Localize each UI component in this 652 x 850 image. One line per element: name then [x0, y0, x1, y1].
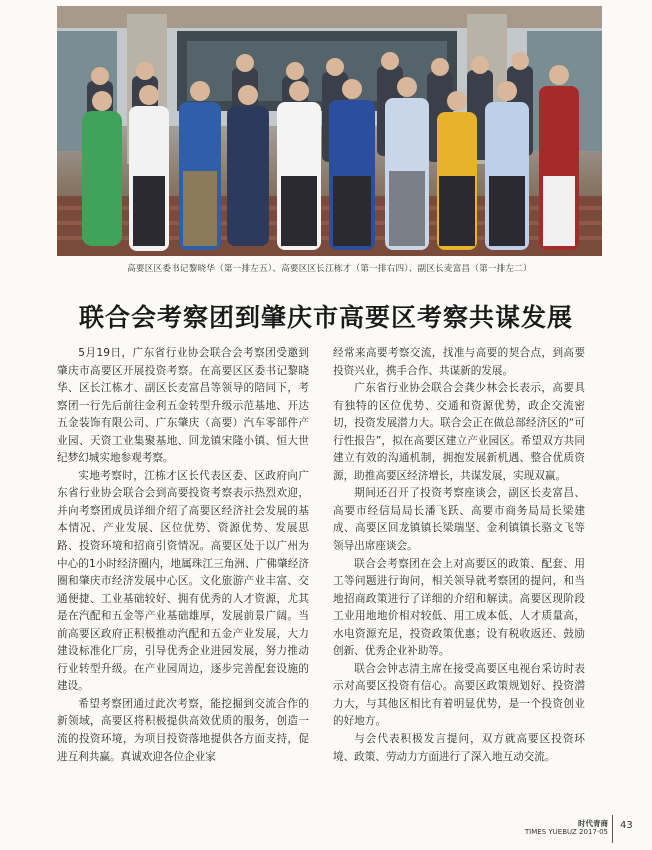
footer-divider [612, 815, 613, 843]
paragraph: 联合会钟志清主席在接受高要区电视台采访时表示对高要区投资有信心。高要区政策规划好、投资潜力大，与其他区相比有着明显优势，是一个投资创业的好地方。 [333, 662, 585, 728]
group-photo [57, 6, 602, 256]
paragraph: 联合会考察团在会上对高要区的政策、配套、用工等问题进行询问，相关领导就考察团的提问，和当地招商政策进行了详细的介绍和解读。高要区现阶段工业用地地价相对较低、用工成本低、人才质量高，水电资源充足，投资政策优惠；设有税收返还、鼓励创新、优秀企业补助等。 [333, 557, 585, 658]
photo-caption: 高要区区委书记黎晓华（第一排左五）、高要区区长江栋才（第一排右四）、副区长麦富昌（第一排左二） [127, 264, 532, 274]
paragraph: 希望考察团通过此次考察，能挖掘到交流合作的新领域，高要区将积极提供高效优质的服务，创造一流的投资环境，为项目投资落地提供各方面支持，促进互利共赢。真诚欢迎各位企业家 [57, 697, 309, 763]
paragraph: 与会代表积极发言提问，双方就高要区投资环境、政策、劳动力方面进行了深入地互动交流。 [333, 733, 585, 763]
issue-label: 2017·05 [579, 828, 608, 836]
paragraph: 广东省行业协会联合会龚少林会长表示，高要具有独特的区位优势、交通和资源优势，政企交流密切，投资发展潜力大。联合会正在做总部经济区的“可行性报告”，拟在高要区建立产业园区。希望双方共同建立有效的沟通机制，拥抱发展新机遇、整合优质资源，助推高要区经济增长，共谋发展，实现双赢。 [333, 382, 585, 482]
magazine-name-en: TIMES YUEBUZ [524, 828, 577, 836]
paragraph: 期间还召开了投资考察座谈会，副区长麦富昌、高要市经信局局长潘飞跃、高要市商务局局长梁建成、高要区回龙镇镇长梁瑞坚、金利镇镇长骆文飞等领导出席座谈会。 [333, 487, 585, 553]
paragraph-continued: 经常来高要考察交流，找准与高要的契合点，到高要投资兴业，携手合作、共谋新的发展。 [333, 347, 585, 377]
paragraph: 实地考察时，江栋才区长代表区委、区政府向广东省行业协会联合会到高要投资考察表示热烈欢迎，并向考察团成员详细介绍了高要区经济社会发展的基本情况、产业发展、区位优势、资源优势、发展思路、投资环境和招商引资情况。高要区处于以广州为中心的1小时经济圈内，地属珠江三角洲、广佛肇经济圈和肇庆市经济发展中心区。文化旅游产业丰富、交通便捷、工业基础较好、拥有优秀的人才资源，尤其是在汽配和五金等产业基础雄厚，发展前景广阔。当前高要区政府正积极推动汽配和五金产业发展，大力建设标准化厂房，引导优秀企业进园发展，努力推动行业转型升级。在产业园周边，逐步完善配套设施的建设。 [57, 469, 309, 693]
paragraph: 5月19日，广东省行业协会联合会考察团受邀到肇庆市高要区开展投资考察。在高要区区委书记黎晓华、区长江栋才、副区长麦富昌等领导的陪同下，考察团一行先后前往金利五金转型升级示范基地、开达五金装饰有限公司、广东肇庆（高要）汽车零部件产业园、天资工业集聚基地、回龙镇宋隆小镇、恒大世纪梦幻城实地参观考察。 [57, 347, 309, 465]
magazine-logo [525, 820, 608, 836]
page-number: 43 [620, 820, 633, 831]
article-title: 联合会考察团到肇庆市高要区考察共谋发展 [78, 303, 573, 332]
magazine-name-cn: 时代青商 [578, 819, 608, 828]
left-column [57, 345, 309, 766]
right-column [333, 345, 585, 766]
